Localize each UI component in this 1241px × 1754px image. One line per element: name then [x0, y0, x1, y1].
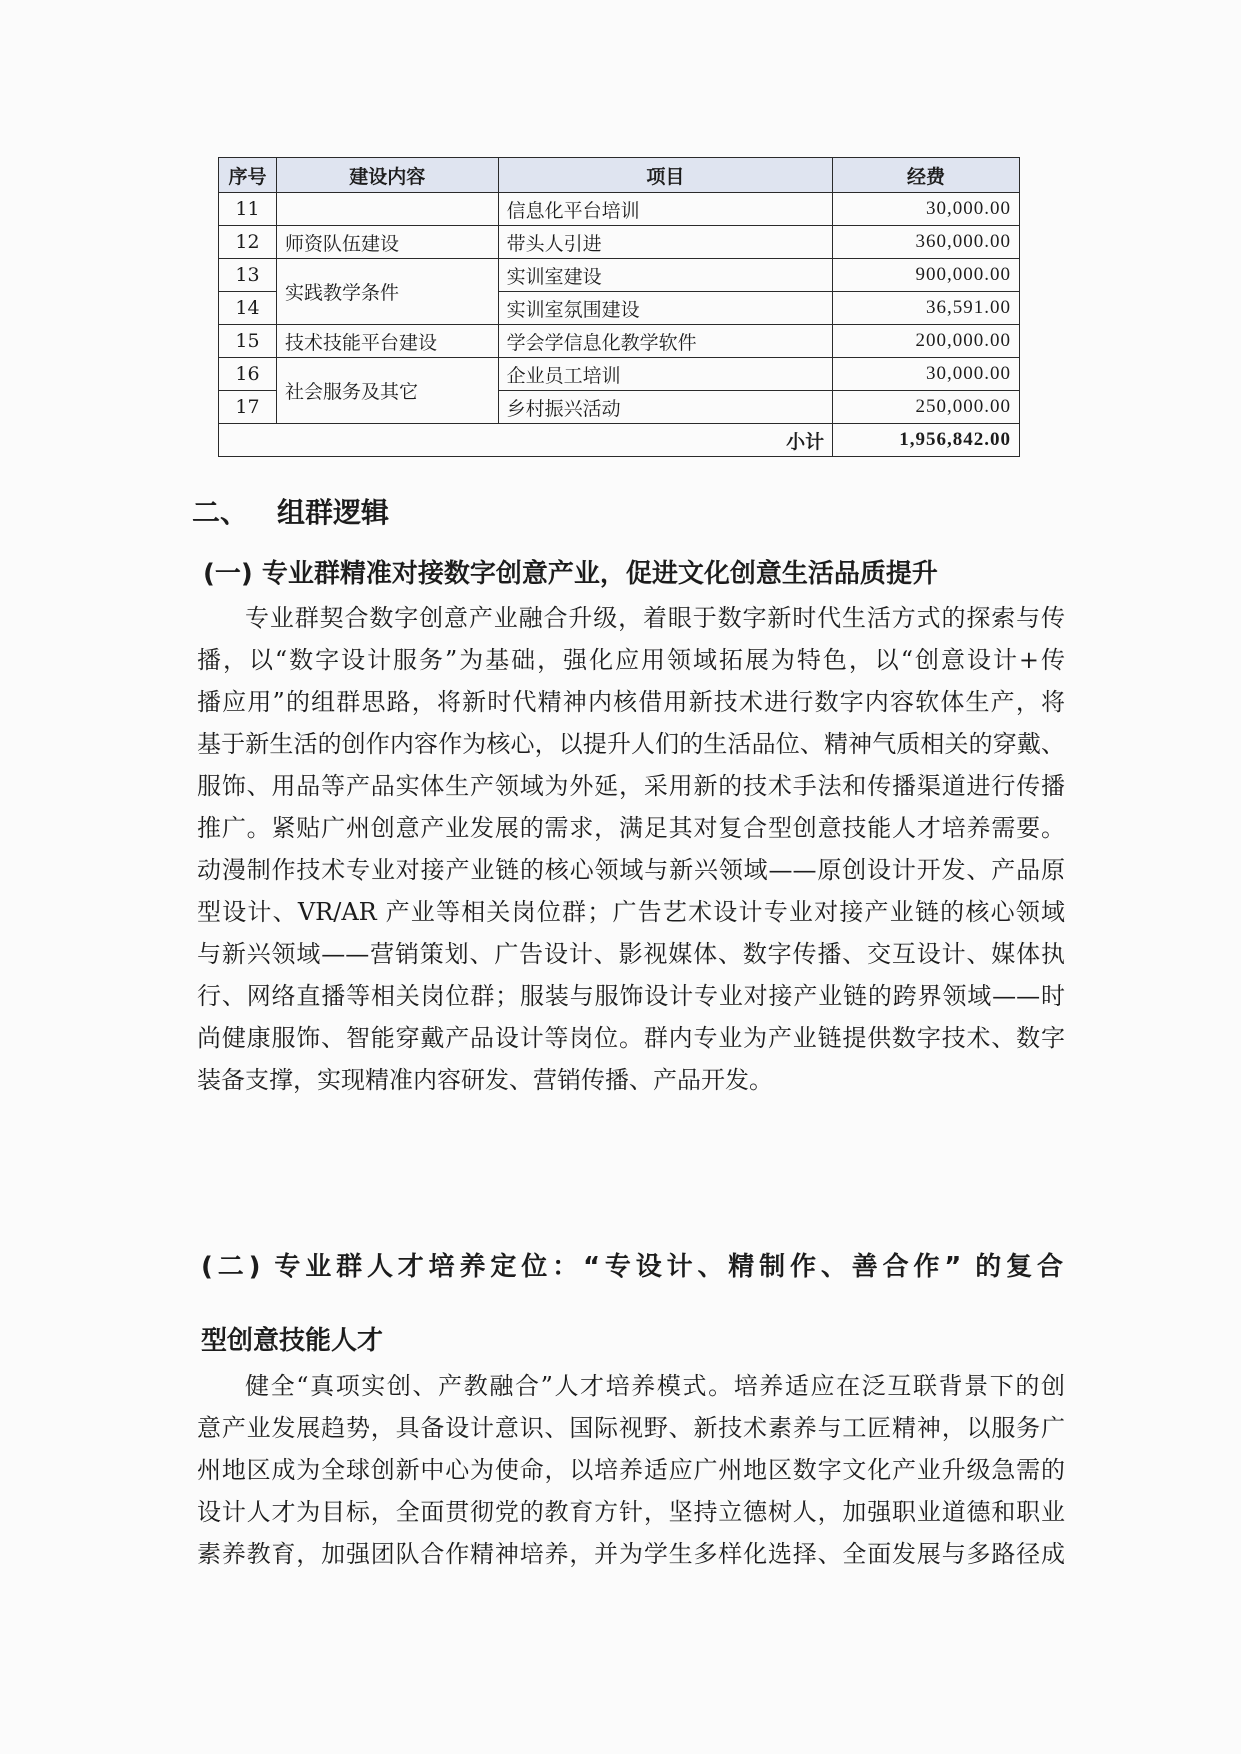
row-no: 14 — [219, 292, 277, 325]
row-item: 乡村振兴活动 — [498, 391, 832, 424]
paragraph-line: 行、网络直播等相关岗位群；服装与服饰设计专业对接产业链的跨界领域——时 — [197, 982, 1065, 1010]
row-no: 11 — [219, 193, 277, 226]
row-category: 社会服务及其它 — [276, 358, 498, 424]
paragraph-line: 素养教育，加强团队合作精神培养，并为学生多样化选择、全面发展与多路径成 — [197, 1540, 1065, 1568]
paragraph-line: 推广。紧贴广州创意产业发展的需求，满足其对复合型创意技能人才培养需要。 — [197, 814, 1065, 842]
subtotal-value: 1,956,842.00 — [833, 424, 1020, 457]
header-amount: 经费 — [833, 158, 1020, 193]
row-no: 15 — [219, 325, 277, 358]
section-title: 组群逻辑 — [277, 496, 390, 529]
budget-table — [218, 157, 1020, 457]
row-item: 企业员工培训 — [498, 358, 832, 391]
row-item: 学会学信息化教学软件 — [498, 325, 832, 358]
paragraph-line: 型设计、VR/AR 产业等相关岗位群；广告艺术设计专业对接产业链的核心领域 — [197, 898, 1065, 926]
paragraph-line: 装备支撑，实现精准内容研发、营销传播、产品开发。 — [197, 1066, 773, 1094]
paragraph-line: 设计人才为目标，全面贯彻党的教育方针，坚持立德树人，加强职业道德和职业 — [197, 1498, 1065, 1526]
subsection-2-title-cont: 型创意技能人才 — [201, 1326, 384, 1356]
row-category: 师资队伍建设 — [276, 226, 498, 259]
row-item: 带头人引进 — [498, 226, 832, 259]
paragraph-line: 尚健康服饰、智能穿戴产品设计等岗位。群内专业为产业链提供数字技术、数字 — [197, 1024, 1065, 1052]
row-amount: 200,000.00 — [833, 325, 1020, 358]
paragraph-line: 基于新生活的创作内容作为核心，以提升人们的生活品位、精神气质相关的穿戴、 — [197, 730, 1065, 758]
row-item: 实训室建设 — [498, 259, 832, 292]
row-no: 17 — [219, 391, 277, 424]
paragraph-line: 州地区成为全球创新中心为使命，以培养适应广州地区数字文化产业升级急需的 — [197, 1456, 1065, 1484]
paragraph-line: 播应用”的组群思路，将新时代精神内核借用新技术进行数字内容软体生产，将 — [197, 688, 1065, 716]
row-amount: 360,000.00 — [833, 226, 1020, 259]
row-category — [276, 193, 498, 226]
paragraph-line: 健全“真项实创、产教融合”人才培养模式。培养适应在泛互联背景下的创 — [245, 1372, 1065, 1400]
row-no: 16 — [219, 358, 277, 391]
paragraph-line: 动漫制作技术专业对接产业链的核心领域与新兴领域——原创设计开发、产品原 — [197, 856, 1065, 884]
table-row — [219, 358, 1020, 391]
subtotal-label: 小计 — [219, 424, 833, 457]
row-category: 技术技能平台建设 — [276, 325, 498, 358]
row-amount: 900,000.00 — [833, 259, 1020, 292]
subsection-2-title: (二) 专业群人才培养定位：“专设计、精制作、善合作” 的复合 — [201, 1252, 1063, 1282]
subtotal-row — [219, 424, 1020, 457]
table-row — [219, 193, 1020, 226]
row-no: 12 — [219, 226, 277, 259]
row-item: 信息化平台培训 — [498, 193, 832, 226]
row-amount: 36,591.00 — [833, 292, 1020, 325]
table-row — [219, 259, 1020, 292]
header-no: 序号 — [219, 158, 277, 193]
table-header-row — [219, 158, 1020, 193]
paragraph-line: 播，以“数字设计服务”为基础，强化应用领域拓展为特色，以“创意设计+传 — [197, 646, 1065, 674]
paragraph-line: 专业群契合数字创意产业融合升级，着眼于数字新时代生活方式的探索与传 — [245, 604, 1065, 632]
table-row — [219, 226, 1020, 259]
paragraph-line: 与新兴领域——营销策划、广告设计、影视媒体、数字传播、交互设计、媒体执 — [197, 940, 1065, 968]
row-no: 13 — [219, 259, 277, 292]
paragraph-line: 意产业发展趋势，具备设计意识、国际视野、新技术素养与工匠精神，以服务广 — [197, 1414, 1065, 1442]
header-item: 项目 — [498, 158, 832, 193]
section-number: 二、 — [192, 496, 249, 529]
row-amount: 250,000.00 — [833, 391, 1020, 424]
row-amount: 30,000.00 — [833, 358, 1020, 391]
row-amount: 30,000.00 — [833, 193, 1020, 226]
row-category: 实践教学条件 — [276, 259, 498, 325]
paragraph-line: 服饰、用品等产品实体生产领域为外延，采用新的技术手法和传播渠道进行传播 — [197, 772, 1065, 800]
header-category: 建设内容 — [276, 158, 498, 193]
table-row — [219, 325, 1020, 358]
row-item: 实训室氛围建设 — [498, 292, 832, 325]
subsection-1-title: (一) 专业群精准对接数字创意产业，促进文化创意生活品质提升 — [203, 559, 938, 589]
